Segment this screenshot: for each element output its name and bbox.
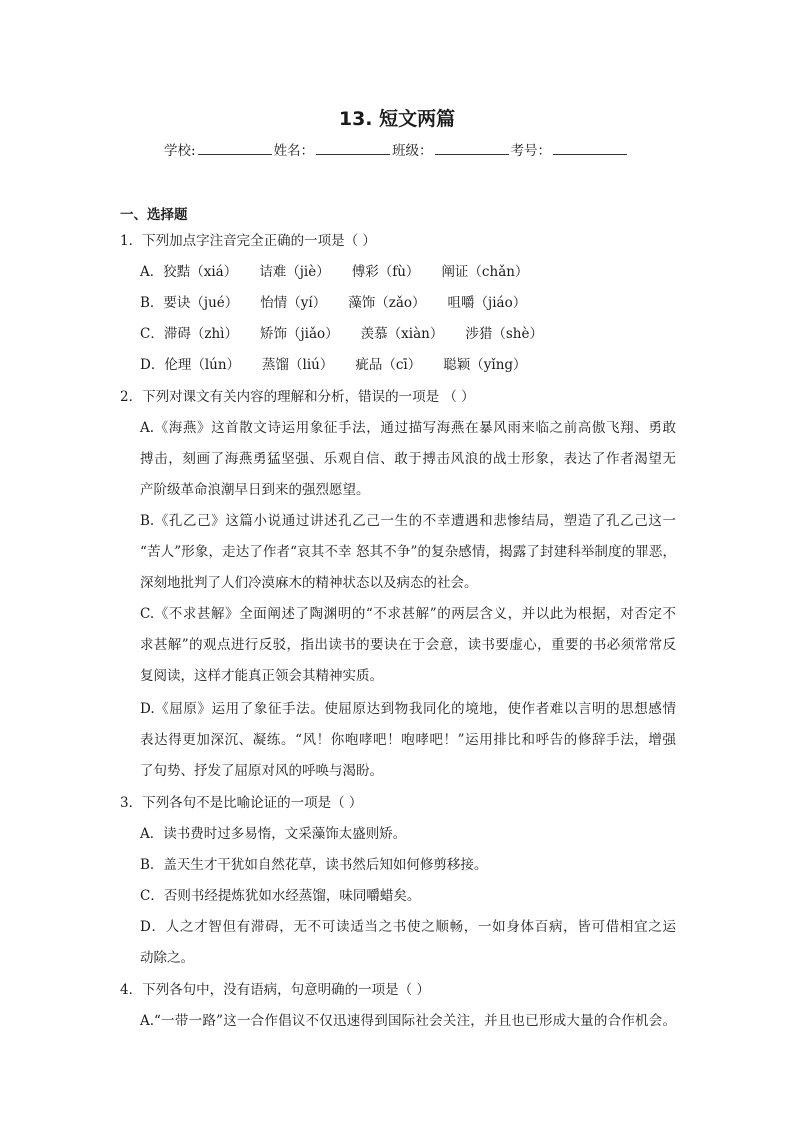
option-part: 藻饰（zǎo） <box>348 295 426 311</box>
page-title: 13. 短文两篇 <box>338 108 456 130</box>
question-3-option-a[interactable]: A．读书费时过多易惰，文采藻饰太盛则矫。 <box>140 826 407 842</box>
student-info-row <box>164 139 644 159</box>
class-blank[interactable] <box>435 140 509 155</box>
question-3-option-d[interactable]: D．人之才智但有滞碍，无不可读适当之书使之顺畅，一如身体百病，皆可借相宜之运 <box>140 919 676 935</box>
option-part: 傅彩（fù） <box>351 264 420 280</box>
option-part: 阐证（chǎn） <box>441 264 529 280</box>
question-1-option-b[interactable] <box>140 291 526 311</box>
question-3-option-d-cont: 动除之。 <box>140 950 194 966</box>
question-2-option-c[interactable]: C.《不求甚解》全面阐述了陶渊明的“不求甚解”的两层含义，并以此为根据，对否定不 <box>140 606 676 622</box>
option-part: B．要诀（jué） <box>140 295 239 311</box>
option-part: 疵品（cī） <box>355 357 422 373</box>
question-1-option-d[interactable] <box>140 353 527 373</box>
question-2-option-b-cont: “苦人”形象，走达了作者“哀其不幸 怒其不争”的复杂感情，揭露了封建科举制度的罪恶， <box>140 544 676 560</box>
option-part: 矫饰（jiǎo） <box>259 326 339 342</box>
option-part: 聪颖（yǐng） <box>443 357 527 373</box>
option-part: 羡慕（xiàn） <box>360 326 444 342</box>
option-part: 蒸馏（liú） <box>262 357 334 373</box>
exam-no-blank[interactable] <box>553 140 627 155</box>
option-part: D．伦理（lún） <box>140 357 241 373</box>
name-blank[interactable] <box>316 140 390 155</box>
question-4-stem: 4．下列各句中，没有语病，句意明确的一项是（ ） <box>120 982 430 998</box>
question-2-option-d[interactable]: D.《屈原》运用了象征手法。使屈原达到物我同化的境地，使作者难以言明的思想感情 <box>140 701 676 717</box>
question-3-stem: 3．下列各句不是比喻论证的一项是（ ） <box>120 795 363 811</box>
question-2-option-a-cont: 产阶级革命浪潮早日到来的强烈愿望。 <box>140 482 370 498</box>
class-label: 班级： <box>392 143 433 159</box>
question-2-option-b[interactable]: B.《孔乙己》这篇小说通过讲述孔乙己一生的不幸遭遇和悲惨结局，塑造了孔乙己这一 <box>140 513 676 529</box>
question-2-option-a-cont: 搏击，刻画了海燕勇猛坚强、乐观自信、敢于搏击风浪的战士形象，表达了作者渴望无 <box>140 451 676 467</box>
question-2-stem: 2．下列对课文有关内容的理解和分析，错误的一项是 （ ） <box>120 389 475 405</box>
school-blank[interactable] <box>198 140 272 155</box>
option-part: 咀嚼（jiáo） <box>447 295 527 311</box>
school-label: 学校: <box>164 143 196 159</box>
option-part: 怡情（yí） <box>260 295 327 311</box>
question-2-option-a[interactable]: A.《海燕》这首散文诗运用象征手法，通过描写海燕在暴风雨来临之前高傲飞翔、勇敢 <box>140 420 676 436</box>
option-part: C．滞碍（zhì） <box>140 326 238 342</box>
question-2-option-b-cont: 深刻地批判了人们冷漠麻木的精神状态以及病态的社会。 <box>140 575 478 591</box>
question-3-option-c[interactable]: C．否则书经提炼犹如水经蒸馏，味同嚼蜡矣。 <box>140 888 421 904</box>
option-part: A．狡黠（xiá） <box>140 264 238 280</box>
name-label: 姓名： <box>273 143 315 159</box>
exam-no-label: 考号： <box>510 143 552 159</box>
question-1-option-c[interactable] <box>140 322 543 342</box>
question-2-option-d-cont: 表达得更加深沉、凝练。“风！你咆哮吧！咆哮吧！”运用排比和呼告的修辞手法，增强 <box>140 732 676 748</box>
question-2-option-c-cont: 复阅读，这样才能真正领会其精神实质。 <box>140 668 383 684</box>
question-2-option-d-cont: 了句势、抒发了屈原对风的呼唤与渴盼。 <box>140 763 383 779</box>
question-1-stem: 1．下列加点字注音完全正确的一项是（ ） <box>120 233 376 249</box>
option-part: 诘难（jiè） <box>259 264 330 280</box>
question-3-option-b[interactable]: B．盖天生才干犹如自然花草，读书然后知如何修剪移接。 <box>140 857 488 873</box>
question-4-option-a[interactable]: A.“一带一路”这一合作倡议不仅迅速得到国际社会关注，并且也已形成大量的合作机会。 <box>140 1013 676 1029</box>
question-1-option-a[interactable] <box>140 260 528 280</box>
section-heading: 一、选择题 <box>120 207 188 223</box>
option-part: 涉猎（shè） <box>465 326 543 342</box>
question-2-option-c-cont: 求甚解”的观点进行反驳，指出读书的要诀在于会意，读书要虚心，重要的书必须常常反 <box>140 637 676 653</box>
